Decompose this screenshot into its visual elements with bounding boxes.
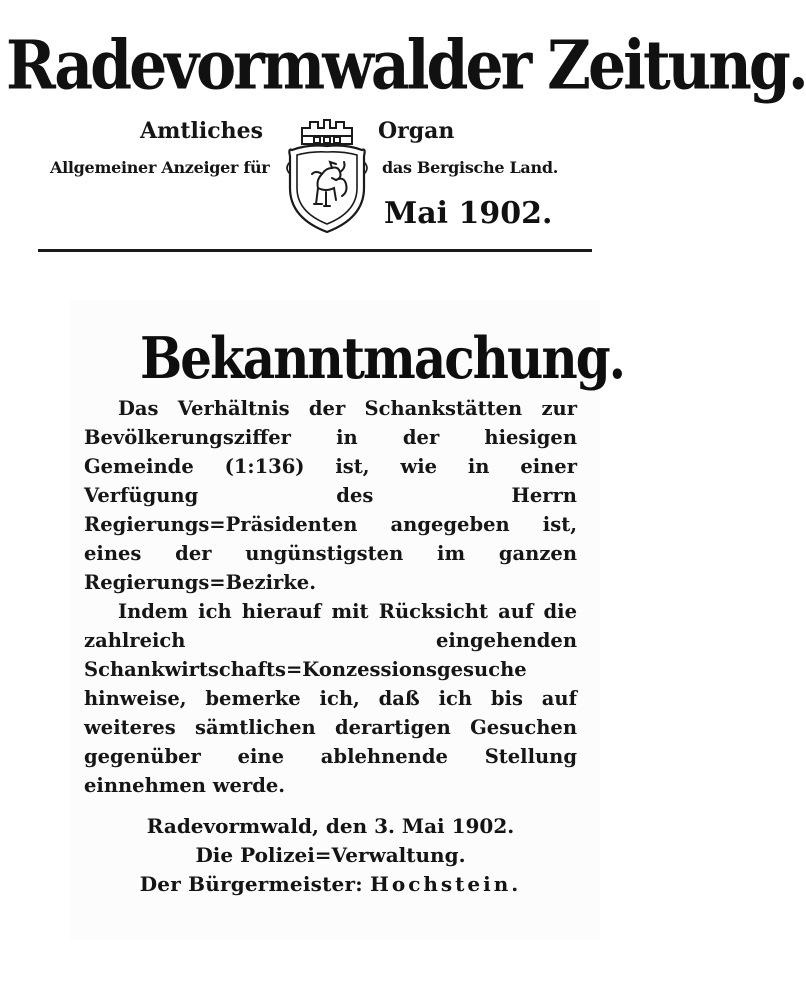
masthead-subtitle-amtliches: Amtliches (140, 118, 263, 144)
masthead-subtitle-anzeiger: Allgemeiner Anzeiger für (50, 158, 270, 177)
coat-of-arms-icon (286, 118, 368, 236)
masthead-subtitle-region: das Bergische Land. (382, 158, 558, 177)
issuing-authority: Die Polizei=Verwaltung. (195, 843, 466, 867)
mayor-signature-line (84, 870, 577, 899)
notice-paragraph: Indem ich hierauf mit Rücksicht auf die zahlreich eingehenden Schankwirtschafts=Konzessionsgesuche hinweise, bemerke ich, daß ich bis auf weiteres sämtlichen derartigen Gesuchen gegenüber eine ablehnende Stellung einnehmen werde. (84, 600, 577, 797)
masthead-divider (38, 249, 592, 252)
notice-signature (84, 812, 577, 899)
issue-date: Mai 1902. (384, 196, 553, 231)
newspaper-title: Radevormwalder Zeitung. (6, 26, 806, 106)
masthead-subtitle-organ: Organ (378, 118, 455, 144)
notice-body (84, 394, 577, 800)
notice-paragraph: Das Verhältnis der Schankstätten zur Bevölkerungsziffer in der hiesigen Gemeinde (1:136) ist, wie in einer Verfügung des Herrn Regierungs=Präsidenten angegeben ist, eines der ungünstigsten im ganzen Regierungs=Bezirke. (84, 397, 577, 594)
mayor-label: Der Bürgermeister: (139, 872, 363, 896)
notice-heading: Bekanntmachung. (140, 323, 625, 392)
place-and-date: Radevormwald, den 3. Mai 1902. (146, 814, 515, 838)
mayor-name: Hochstein. (369, 872, 522, 896)
